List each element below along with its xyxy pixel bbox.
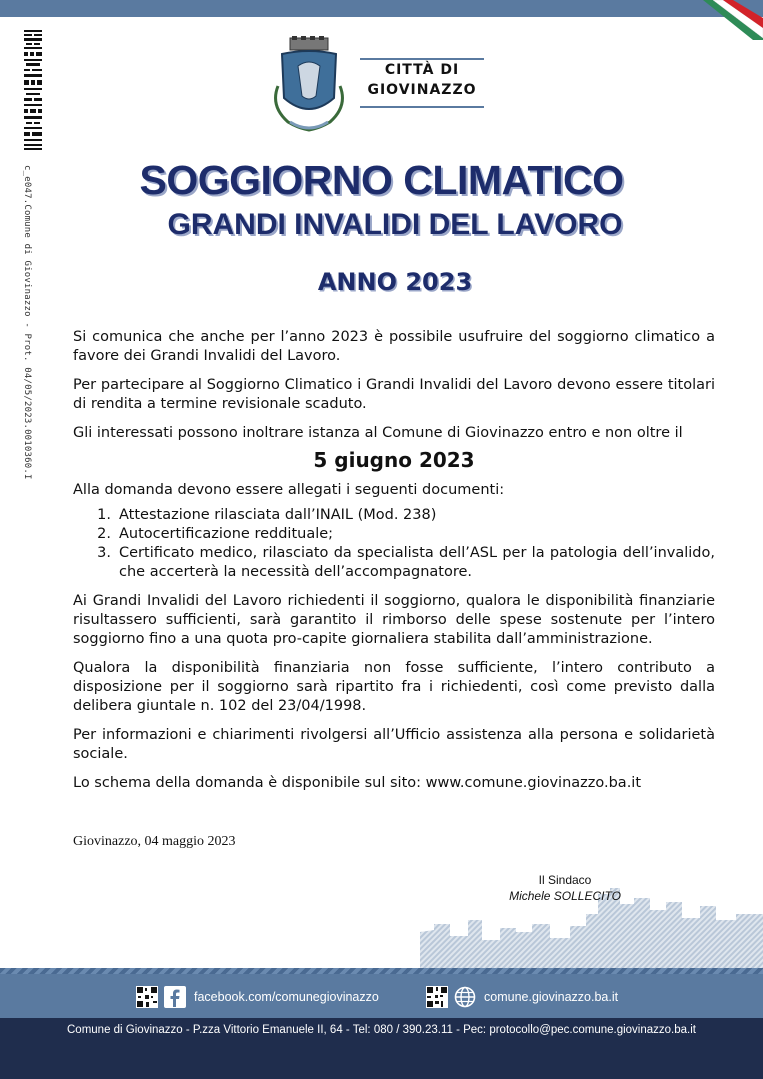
signature-role: Il Sindaco [538,873,592,887]
facebook-block[interactable] [136,986,379,1008]
facebook-link[interactable]: facebook.com/comunegiovinazzo [194,990,379,1004]
list-item-text: Attestazione rilasciata dall’INAIL (Mod. 238) [119,507,437,523]
year-heading: ANNO 2023 [317,268,473,296]
top-header-bar [0,0,763,17]
qr-code-icon [426,986,448,1008]
city-name-box [360,58,484,108]
notice-body [73,328,715,803]
list-item-number: 2. [97,526,111,542]
list-item-text: Certificato medico, rilasciato da specialista dell’ASL per la patologia dell’invalido, che accerterà la necessità dell’accompagnatore. [119,545,715,580]
website-link[interactable]: comune.giovinazzo.ba.it [484,990,619,1004]
list-item-number: 1. [97,507,111,523]
qr-code-icon [136,986,158,1008]
paragraph-submission: Gli interessati possono inoltrare istanza al Comune di Giovinazzo entro e non oltre il [73,425,683,441]
document-date: Giovinazzo, 04 maggio 2023 [73,834,236,849]
website-block[interactable] [426,986,618,1008]
deadline-date: 5 giugno 2023 [313,448,475,472]
documents-list [73,506,715,582]
list-item [73,525,715,544]
paragraph-documents: Alla domanda devono essere allegati i seguenti documenti: [73,482,505,498]
list-item-number: 3. [97,545,111,561]
list-item [73,506,715,525]
paragraph-eligibility: Per partecipare al Soggiorno Climatico i Grandi Invalidi del Lavoro devono essere titolari di rendita a termine revisionale scaduto. [73,377,715,412]
contact-address: Comune di Giovinazzo - P.zza Vittorio Emanuele II, 64 - Tel: 080 / 390.23.11 - Pec: protocollo@pec.comune.giovinazzo.ba.it [67,1024,696,1036]
footer-band [0,968,763,1018]
signature-block [440,872,690,904]
protocol-stamp: c_e047.Comune di Giovinazzo - Prot. 04/05/2023.0010360.I [22,165,32,480]
paragraph-info: Per informazioni e chiarimenti rivolgersi all’Ufficio assistenza alla persona e solidarietà sociale. [73,727,715,762]
city-name-line1: CITTÀ DI [384,62,460,78]
city-crest-icon [268,36,350,134]
paragraph-distribution: Qualora la disponibilità finanziaria non fosse sufficiente, l’intero contributo a disposizione per il soggiorno sarà ripartito fra i richiedenti, così come previsto dalla delibera giuntale n. 102 del 23/04/1998. [73,660,715,714]
paragraph-intro: Si comunica che anche per l’anno 2023 è possibile usufruire del soggiorno climatico a favore dei Grandi Invalidi del Lavoro. [73,329,715,364]
list-item-text: Autocertificazione reddituale; [119,526,334,542]
signature-name: Michele SOLLECITO [509,889,621,903]
list-item [73,544,715,582]
barcode-icon [22,28,44,154]
page-title: SOGGIORNO CLIMATICO [139,157,624,203]
page-subtitle: GRANDI INVALIDI DEL LAVORO [167,208,623,241]
paragraph-reimbursement: Ai Grandi Invalidi del Lavoro richiedenti il soggiorno, qualora le disponibilità finanziarie risultassero sufficienti, sarà garantito il rimborso delle spese sostenute per l’intero soggiorno fino a una quota pro-capite giornaliera stabilita dall’amministrazione. [73,593,715,647]
italian-flag-icon [693,0,763,40]
city-name-line2: GIOVINAZZO [367,82,477,98]
paragraph-website: Lo schema della domanda è disponibile sul sito: www.comune.giovinazzo.ba.it [73,775,642,791]
globe-icon [454,986,476,1008]
facebook-icon [164,986,186,1008]
